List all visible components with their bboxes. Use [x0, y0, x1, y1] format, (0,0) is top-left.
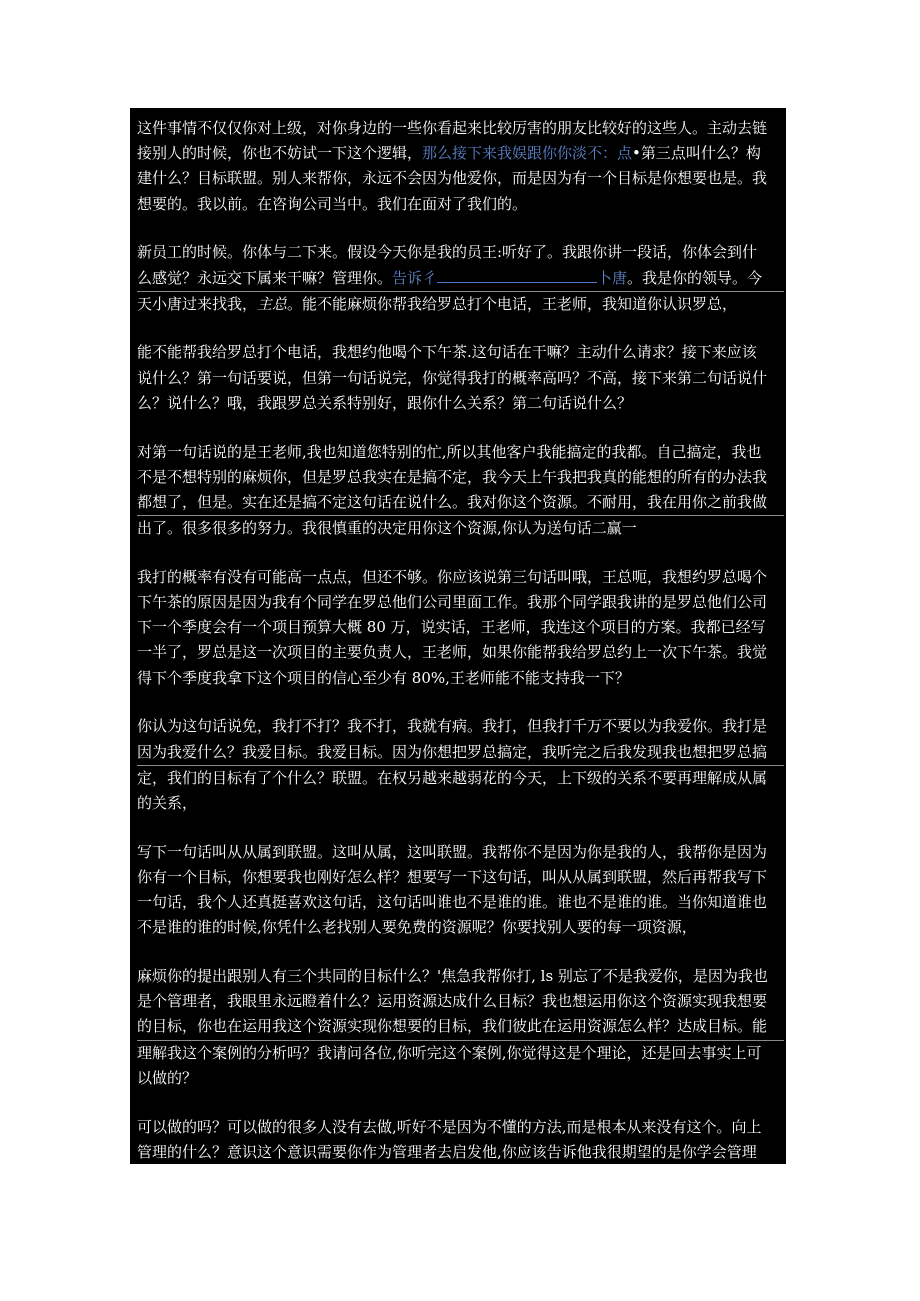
- text-segment: 不是不想特别的麻烦你，但是罗总我实在是搞不定，我今天上午我把我真的能想的所有的办法我: [137, 467, 768, 486]
- text-line: [137, 266, 784, 292]
- italic-text: 主总: [257, 294, 288, 313]
- paragraph: [137, 565, 784, 691]
- text-segment: 的目标，你也在运用我这个资源实现你想要的目标，我们彼此在运用资源怎么样？达成目标。能: [137, 1017, 768, 1036]
- text-segment: 对第一句话说的是王老师,我也知道您特别的忙,所以其他客户我能搞定的我都。自己搞定，我也: [137, 442, 762, 461]
- text-segment: 么？说什么？哦，我跟罗总关系特别好，跟你什么关系？第二句话说什么？: [137, 393, 633, 412]
- text-segment: 不是谁的谁的时候,你凭什么老找别人要免费的资源呢？你要找别人要的每一项资源，: [137, 918, 697, 937]
- paragraph: [137, 440, 784, 542]
- text-line: [137, 1190, 784, 1215]
- text-segment: 能不能帮我给罗总打个电话，我想约他喝个下午茶.这句话在干嘛？主动什么请求？接下来应该: [137, 343, 757, 362]
- text-line: [137, 1041, 784, 1066]
- text-segment: 理解我这个案例的分析吗？我请问各位,你听完这个案例,你觉得这是个理论，还是回去事实上可: [137, 1043, 762, 1062]
- text-line: [137, 1215, 784, 1240]
- text-line: [137, 615, 784, 640]
- text-segment: 的关系，: [137, 793, 198, 812]
- text-line: [137, 989, 784, 1014]
- text-line: [137, 240, 784, 265]
- text-segment: 出了。很多很多的努力。我很慎重的决定用你这个资源,你认为送句话二赢一: [137, 519, 637, 538]
- text-segment: 得下个季度我拿下这个项目的信心至少有 80%,王老师能不能支持我一下？: [137, 668, 630, 687]
- document-text-block: [130, 108, 786, 1237]
- paragraph: [137, 116, 784, 217]
- text-line: [137, 890, 784, 915]
- paragraph: [137, 714, 784, 816]
- text-segment: 一半了，罗总是这一次项目的主要负责人，王老师，如果你能帮我给罗总约上一次下午茶。我觉: [137, 643, 768, 662]
- paragraph: [137, 840, 784, 941]
- text-line: [137, 292, 784, 317]
- link-text: 卜唐: [597, 268, 628, 287]
- text-line: [137, 440, 784, 465]
- text-line: [137, 840, 784, 865]
- text-line: [137, 490, 784, 516]
- text-line: [137, 391, 784, 416]
- paragraph: [137, 1115, 784, 1241]
- text-segment: 说什么？第一句话要说，但第一句话说完，你觉得我打的概率高吗？不高，接下来第二句话说什: [137, 368, 768, 387]
- paragraph: [137, 240, 784, 317]
- text-segment: 麻烦你的提出跟别人有三个共同的目标什么？'焦急我帮你打, ls 别忘了不是我爱你，是因为我也: [137, 966, 768, 985]
- text-line: [137, 590, 784, 615]
- text-line: [137, 740, 784, 766]
- text-segment: 。我是你的领导。今: [627, 268, 763, 287]
- text-segment: •第三点叫什么？构: [632, 144, 761, 163]
- text-line: [137, 1066, 784, 1091]
- text-line: [137, 192, 784, 217]
- text-segment: 下午茶的原因是因为我有个同学在罗总他们公司里面工作。我那个同学跟我讲的是罗总他们公司: [137, 593, 768, 612]
- text-segment: 接别人的时候，你也不妨试一下这个逻辑，: [137, 144, 423, 163]
- text-segment: 天小唐过来找我，: [137, 294, 258, 313]
- text-line: [137, 1115, 784, 1140]
- text-line: [137, 666, 784, 691]
- text-segment: 我打的概率有没有可能高一点点，但还不够。你应该说第三句话叫哦，王总呃，我想约罗总喝个: [137, 567, 768, 586]
- text-line: [137, 366, 784, 391]
- text-segment: 写下一句话叫从从属到联盟。这叫从属，这叫联盟。我帮你不是因为你是我的人，我帮你是因为: [137, 842, 768, 861]
- text-segment: 是个管理者，我眼里永远瞪着什么？运用资源达成什么目标？我也想运用你这个资源实现我想要: [137, 992, 768, 1011]
- text-line: [137, 1140, 784, 1165]
- text-line: [137, 166, 784, 191]
- text-segment: 建什么？目标联盟。别人来帮你，永远不会因为他爱你，而是因为有一个目标是你想要也是。我: [137, 169, 768, 188]
- text-segment: 么感觉？永远交下属来干嘛？管理你。: [137, 268, 393, 287]
- text-segment: 因为我爱什么？我爱目标。我爱目标。因为你想把罗总搞定，我听完之后我发现我也想把罗总搞: [137, 742, 768, 761]
- text-line: [137, 116, 784, 141]
- text-segment: 你的团队所有人都能把目标想清楚，你发现这个团队执行力，效率，效能，状态就会怎么样？就: [137, 1193, 768, 1212]
- text-line: [137, 766, 784, 791]
- text-segment: 一句话，我个人还真挺喜欢这句话，这句话叫谁也不是谁的谁。谁也不是谁的谁。当你知道谁也: [137, 893, 768, 912]
- paragraph: [137, 964, 784, 1091]
- text-segment: 。能不能麻烦你帮我给罗总打个电话，王老师，我知道你认识罗总，: [287, 294, 738, 313]
- text-line: [137, 714, 784, 739]
- text-segment: 定，我们的目标有了个什么？联盟。在权另越来越弱花的今天，上下级的关系不要再理解成从属: [137, 768, 768, 787]
- text-line: [137, 1014, 784, 1040]
- text-segment: 都想了，但是。实在还是搞不定这句话在说什么。我对你这个资源。不耐用，我在用你之前我做: [137, 492, 768, 511]
- text-line: [137, 565, 784, 590]
- text-segment: 以做的？: [137, 1068, 198, 1087]
- text-line: [137, 865, 784, 890]
- text-segment: 我。一旦他要来管理你之前，他就得先把什么想清楚。得先把第三步目标想清楚。没错吧。如果: [137, 1167, 768, 1186]
- text-segment: 会很好，大家就不是为职责负责•，而是为。为价值负责，这不是为职责，而是为价值。所以这: [137, 1218, 761, 1237]
- link-text: 告诉彳: [392, 268, 438, 287]
- text-segment: 下一个季度会有一个项目预算大概 80 万，说实话，王老师，我连这个项目的方案。我都已经写: [137, 618, 766, 637]
- text-line: [137, 964, 784, 989]
- text-line: [137, 141, 784, 166]
- underline-blank: [437, 281, 597, 283]
- text-line: [137, 516, 784, 541]
- text-segment: 新员工的时候。你体与二下来。假设今天你是我的员王:听好了。我跟你讲一段话，你体会到什: [137, 243, 758, 262]
- text-segment: 你有一个目标，你想要我也刚好怎么样？想要写一下这句话，叫从从属到联盟，然后再帮我写下: [137, 867, 768, 886]
- link-text: 那么接下来我娱跟你你淡不：点: [422, 144, 633, 163]
- text-line: [137, 791, 784, 816]
- text-segment: 可以做的吗？可以做的很多人没有去做,听好不是因为不懂的方法,而是根本从来没有这个。向上: [137, 1117, 762, 1136]
- text-line: [137, 1165, 784, 1190]
- text-line: [137, 640, 784, 665]
- text-segment: 你认为这句话说免，我打不打？我不打，我就有病。我打，但我打千万不要以为我爱你。我打是: [137, 717, 768, 736]
- text-segment: 想要的。我以前。在咨询公司当中。我们在面对了我们的。: [137, 194, 528, 213]
- text-segment: 这件事情不仅仅你对上级，对你身边的一些你看起来比较厉害的朋友比较好的这些人。主动去链: [137, 119, 768, 137]
- paragraph: [137, 340, 784, 416]
- text-line: [137, 465, 784, 490]
- text-line: [137, 340, 784, 365]
- text-line: [137, 915, 784, 940]
- text-segment: 管理的什么？意识这个意识需要你作为管理者去启发他,你应该告诉他我很期望的是你学会管理: [137, 1142, 757, 1161]
